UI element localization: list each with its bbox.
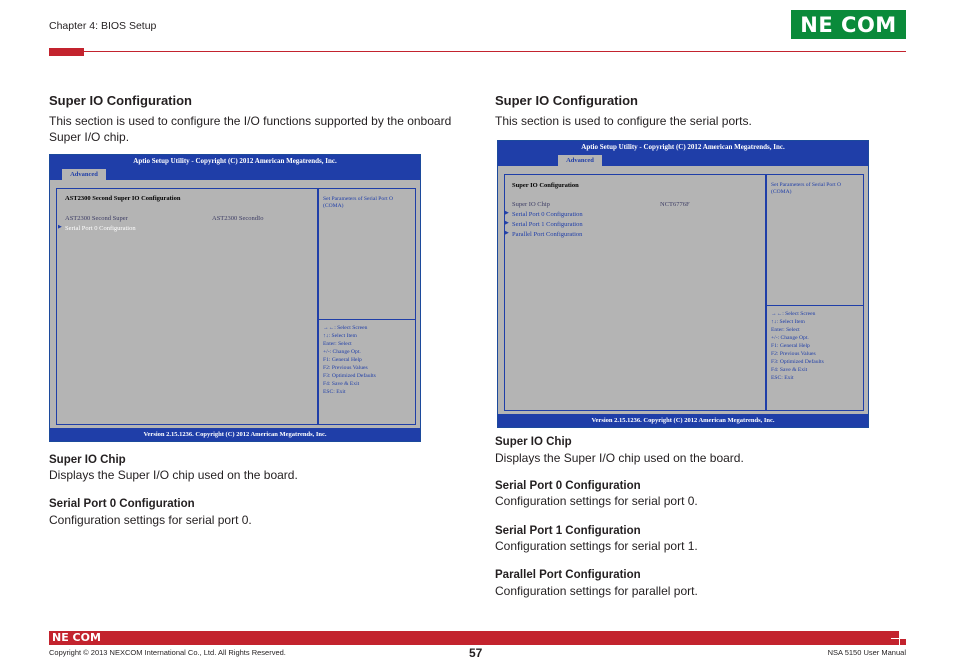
key-hint: →←: Select Screen [771,311,816,317]
bios-keys [771,310,824,382]
key-hint: F3: Optimized Defaults [771,359,824,365]
key-hint: →←: Select Screen [323,325,368,331]
submenu-arrow-icon: ▶ [505,211,509,216]
left-sub-title-1: Serial Port 0 Configuration [49,498,195,510]
bios-footer: Version 2.15.1236. Copyright (C) 2012 American Megatrends, Inc. [498,414,868,427]
bios-item-serial-port-1[interactable]: Serial Port 1 Configuration [512,221,583,228]
bios-help-panel [318,188,416,425]
bios-tab-advanced[interactable]: Advanced [558,155,602,166]
right-sub-text-1: Configuration settings for serial port 0. [495,494,698,508]
key-hint: F4: Save & Exit [771,367,808,373]
key-hint: ESC: Exit [323,389,346,395]
left-sub-text-0: Displays the Super I/O chip used on the board. [49,468,298,482]
header-rule [49,51,906,52]
key-hint: ↑↓: Select Item [771,319,805,325]
bios-chip-label: AST2300 Second Super [65,215,128,222]
right-sub-title-2: Serial Port 1 Configuration [495,525,641,537]
bios-help-top [767,175,863,306]
submenu-arrow-icon: ▶ [505,221,509,226]
bios-chip-label: Super IO Chip [512,201,550,208]
key-hint: F1: General Help [771,343,810,349]
bios-chip-value: AST2300 SecondIo [212,215,264,222]
bios-footer: Version 2.15.1236. Copyright (C) 2012 American Megatrends, Inc. [50,428,420,441]
bios-panel-heading: AST2300 Second Super IO Configuration [65,195,181,202]
left-sub-text-1: Configuration settings for serial port 0. [49,513,252,527]
bios-chip-value: NCT6776F [660,201,690,208]
header-red-tab [49,48,84,56]
left-description: This section is used to configure the I/O functions supported by the onboard Super I/O chip. [49,114,452,144]
left-sub-title-0: Super IO Chip [49,454,126,466]
submenu-arrow-icon: ▶ [58,225,62,230]
bios-item-parallel-port[interactable]: Parallel Port Configuration [512,231,583,238]
footer-bar [49,631,891,645]
right-sub-text-2: Configuration settings for serial port 1. [495,539,698,553]
bios-menubar [498,154,868,166]
bios-title: Aptio Setup Utility - Copyright (C) 2012 American Megatrends, Inc. [50,155,420,168]
key-hint: F1: General Help [323,357,362,363]
key-hint: F2: Previous Values [323,365,368,371]
key-hint: +/-: Change Opt. [323,349,361,355]
footer-square-icon [891,631,899,638]
bios-title: Aptio Setup Utility - Copyright (C) 2012 American Megatrends, Inc. [498,141,868,154]
right-sub-title-1: Serial Port 0 Configuration [495,480,641,492]
bios-help-panel [766,174,864,411]
key-hint: ESC: Exit [771,375,794,381]
manual-name: NSA 5150 User Manual [827,648,906,657]
right-bios-screen [497,140,869,428]
right-sub-title-3: Parallel Port Configuration [495,569,641,581]
key-hint: Enter: Select [323,341,352,347]
left-bios-screen [49,154,421,442]
key-hint: F3: Optimized Defaults [323,373,376,379]
right-sub-title-0: Super IO Chip [495,436,572,448]
bios-help-text: Set Parameters of Serial Port O (COMA) [771,182,842,195]
bios-help-text: Set Parameters of Serial Port O (COMA) [323,196,394,209]
bios-menubar [50,168,420,180]
page-number: 57 [469,646,483,660]
bios-panel-heading: Super IO Configuration [512,182,579,189]
submenu-arrow-icon: ▶ [505,231,509,236]
key-hint: +/-: Change Opt. [771,335,809,341]
right-sub-text-3: Configuration settings for parallel port. [495,584,698,598]
footer-square-icon [891,639,899,645]
bios-keys [323,324,376,396]
key-hint: F4: Save & Exit [323,381,360,387]
right-sub-text-0: Displays the Super I/O chip used on the board. [495,451,744,465]
bios-help-top [319,189,415,320]
logo-text: NE COM [800,13,897,37]
bios-tab-advanced[interactable]: Advanced [62,169,106,180]
key-hint: F2: Previous Values [771,351,816,357]
right-description: This section is used to configure the serial ports. [495,114,752,128]
nexcom-logo [791,10,906,39]
bios-item-serial-port-0[interactable]: Serial Port 0 Configuration [512,211,583,218]
left-section-title: Super IO Configuration [49,93,192,108]
right-section-title: Super IO Configuration [495,93,638,108]
key-hint: ↑↓: Select Item [323,333,357,339]
bios-item-serial-port-0[interactable]: Serial Port 0 Configuration [65,225,136,232]
copyright: Copyright © 2013 NEXCOM International Co., Ltd. All Rights Reserved. [49,648,286,657]
key-hint: Enter: Select [771,327,800,333]
bios-main-panel [56,188,318,425]
chapter-title: Chapter 4: BIOS Setup [49,20,157,32]
footer-logo: NE COM [52,631,101,644]
bios-main-panel [504,174,766,411]
footer-square-icon [900,639,906,645]
